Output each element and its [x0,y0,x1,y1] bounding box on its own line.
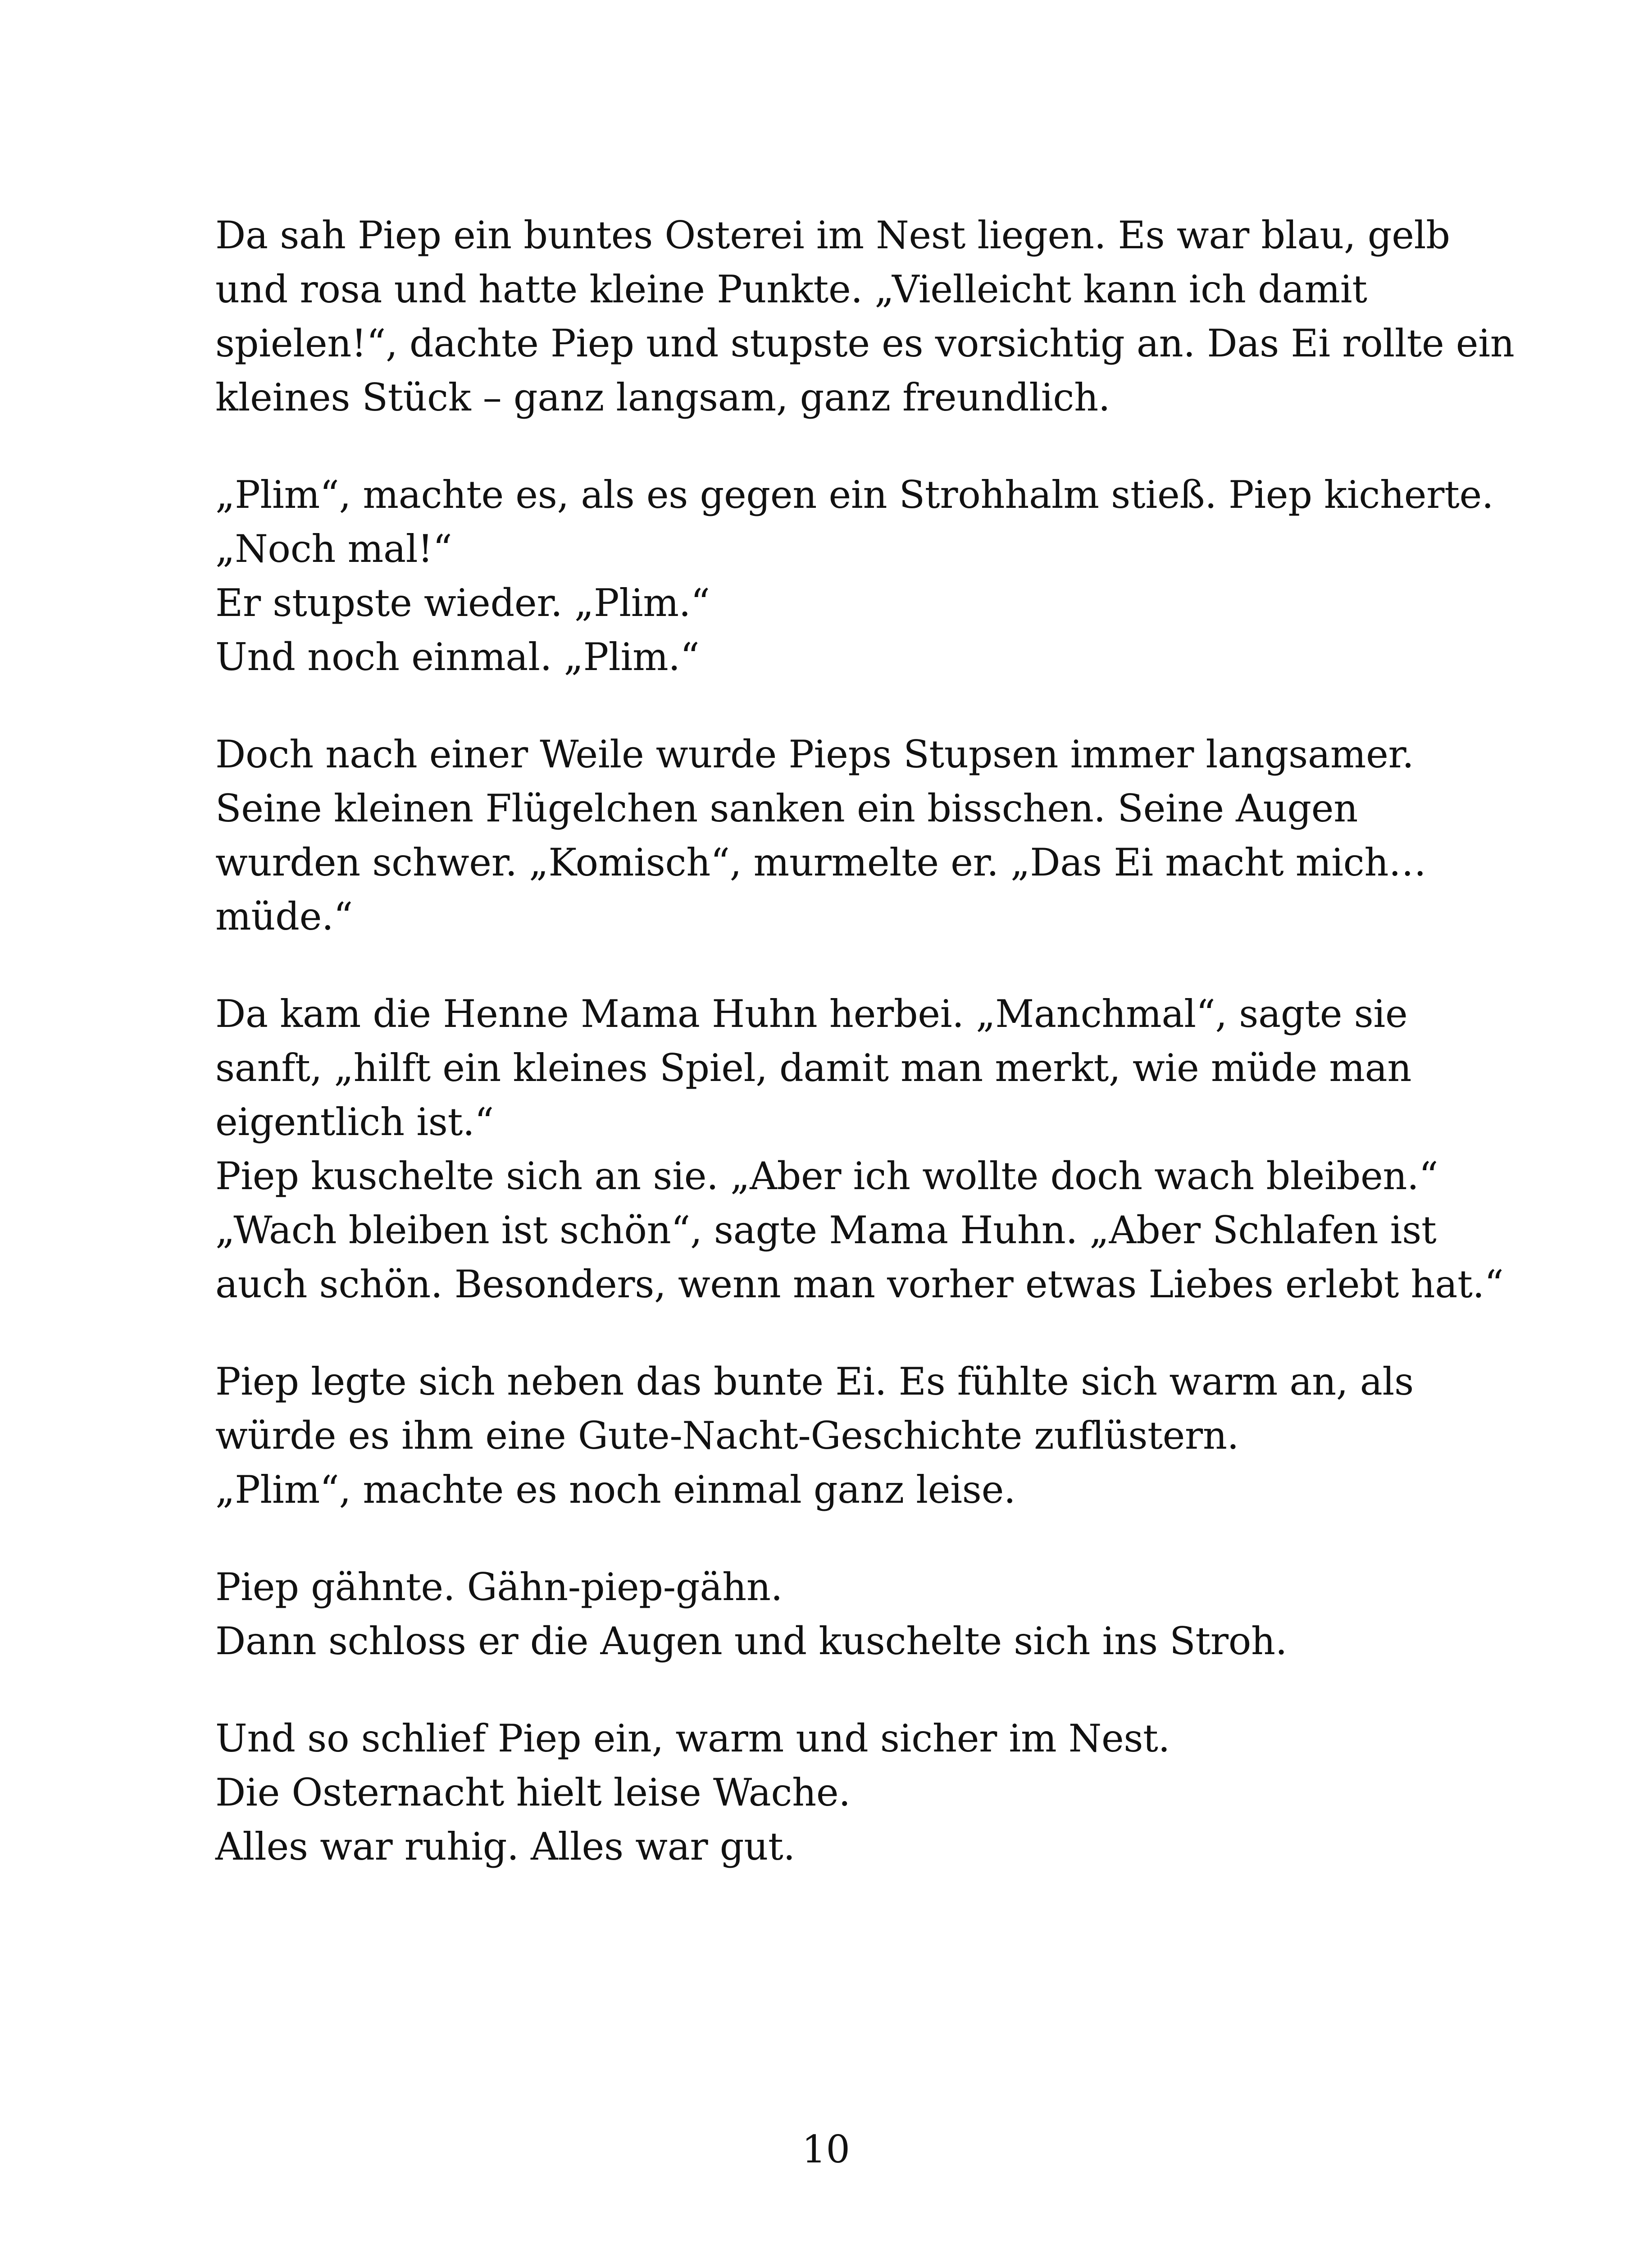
paragraph-3 [215,727,1472,944]
text-line: „Plim“, machte es, als es gegen ein Strohhalm stieß. Piep kicherte. [215,473,1494,517]
text-line: Da sah Piep ein buntes Osterei im Nest liegen. Es war blau, gelb [215,213,1450,257]
paragraph-6 [215,1560,1472,1668]
text-line: Und so schlief Piep ein, warm und sicher im Nest. [215,1716,1170,1760]
text-line: Und noch einmal. „Plim.“ [215,635,700,679]
text-line: Piep gähnte. Gähn-piep-gähn. [215,1565,783,1609]
text-line: Seine kleinen Flügelchen sanken ein bisschen. Seine Augen [215,786,1358,830]
paragraph-5 [215,1355,1472,1517]
text-line: „Plim“, machte es noch einmal ganz leise. [215,1468,1016,1512]
text-line: Piep legte sich neben das bunte Ei. Es fühlte sich warm an, als [215,1359,1414,1404]
text-line: und rosa und hatte kleine Punkte. „Vielleicht kann ich damit [215,267,1367,311]
paragraph-7 [215,1711,1472,1874]
story-text [215,208,1515,1917]
paragraph-4 [215,987,1504,1311]
text-line: sanft, „hilft ein kleines Spiel, damit man merkt, wie müde man [215,1046,1412,1090]
text-line: müde.“ [215,894,353,939]
text-line: „Noch mal!“ [215,527,452,571]
text-line: „Wach bleiben ist schön“, sagte Mama Huhn. „Aber Schlafen ist [215,1208,1437,1252]
text-line: Piep kuschelte sich an sie. „Aber ich wollte doch wach bleiben.“ [215,1154,1438,1198]
paragraph-1 [215,208,1515,424]
paragraph-2 [215,468,1494,684]
text-line: Alles war ruhig. Alles war gut. [215,1824,795,1869]
text-line: spielen!“, dachte Piep und stupste es vorsichtig an. Das Ei rollte ein [215,321,1515,365]
text-line: eigentlich ist.“ [215,1100,494,1144]
text-line: Da kam die Henne Mama Huhn herbei. „Manchmal“, sagte sie [215,992,1408,1036]
text-line: Er stupste wieder. „Plim.“ [215,581,710,625]
text-line: würde es ihm eine Gute-Nacht-Geschichte zuflüstern. [215,1414,1239,1458]
text-line: Doch nach einer Weile wurde Pieps Stupsen immer langsamer. [215,732,1414,776]
text-line: kleines Stück – ganz langsam, ganz freundlich. [215,375,1110,420]
page-number: 10 [802,2127,850,2171]
text-line: Dann schloss er die Augen und kuschelte sich ins Stroh. [215,1619,1288,1663]
text-line: auch schön. Besonders, wenn man vorher etwas Liebes erlebt hat.“ [215,1262,1504,1306]
text-line: Die Osternacht hielt leise Wache. [215,1770,851,1815]
text-line: wurden schwer. „Komisch“, murmelte er. „Das Ei macht mich… [215,840,1426,885]
